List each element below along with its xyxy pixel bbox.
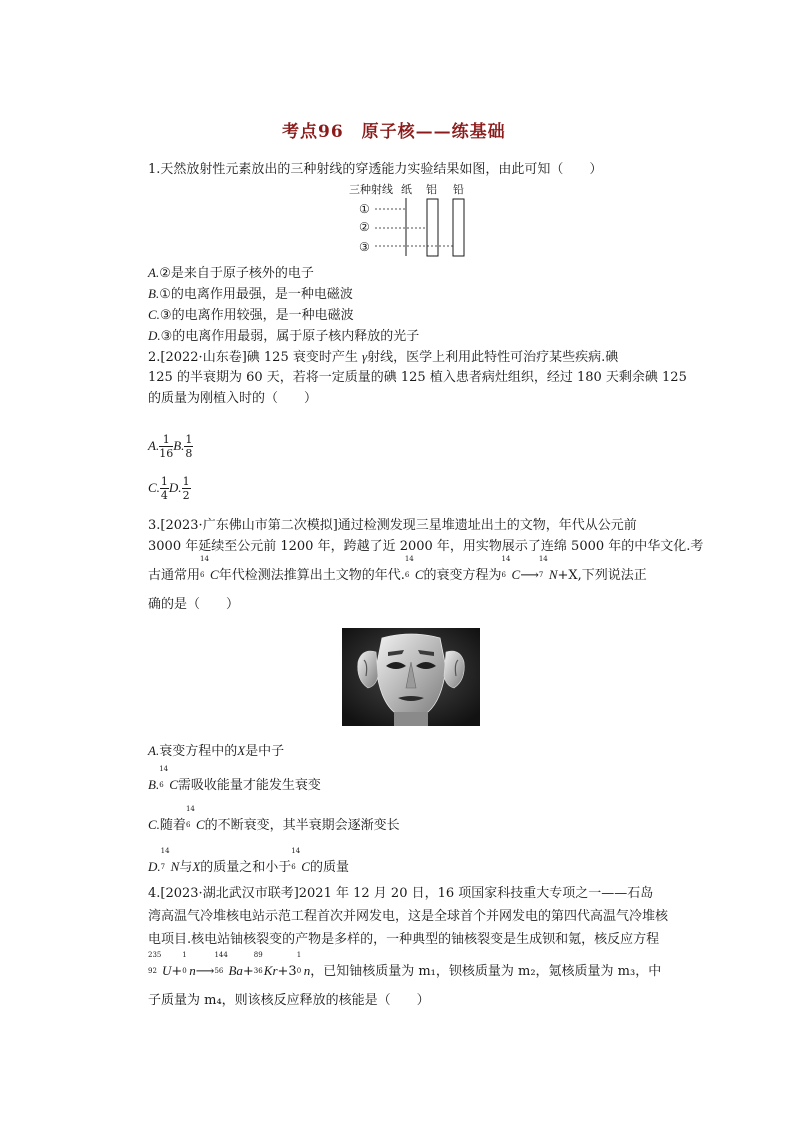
u235-mass: 235 xyxy=(148,951,162,959)
q2-option-c-letter: C. xyxy=(148,480,160,495)
n14-symbol: N xyxy=(170,859,180,874)
q2-option-b-fraction xyxy=(184,434,193,459)
c14-mass: 14 xyxy=(200,555,209,563)
c14-z: 6 xyxy=(185,821,191,829)
q2-option-a-fraction xyxy=(159,434,173,459)
n14-mass: 14 xyxy=(160,847,170,855)
q1-option-c-text: ③的电离作用较强，是一种电磁波 xyxy=(159,308,354,323)
q2-option-c-fraction xyxy=(160,476,169,501)
lead-plate xyxy=(453,199,464,256)
q3-option-a-post: 是中子 xyxy=(245,744,285,759)
c14-z: 6 xyxy=(404,571,410,579)
ba144-mass: 144 xyxy=(214,951,228,959)
gamma-symbol: γ xyxy=(361,349,368,364)
q2-b-numerator: 1 xyxy=(185,433,193,446)
q1-option-a-letter: A. xyxy=(148,265,160,280)
c14-symbol: C xyxy=(169,777,178,792)
c14-z: 6 xyxy=(501,571,506,579)
q2-d-denominator: 2 xyxy=(182,489,190,502)
gold-mask-image xyxy=(342,628,480,726)
q4-line-4-tail: ，已知铀核质量为 m₁，钡核质量为 m₂，氪核质量为 m₃，中 xyxy=(310,964,662,979)
q3-option-a-x: X xyxy=(237,743,246,758)
q4-line-3: 电项目.核电站铀核裂变的产物是多样的，一种典型的铀核裂变是生成钡和氪，核反应方程 xyxy=(148,932,660,947)
q3-option-d-post: 的质量 xyxy=(309,860,349,875)
diagram-drawing xyxy=(345,180,480,260)
kr89-z: 36 xyxy=(253,967,263,975)
ray-3-label: ③ xyxy=(359,240,370,254)
carbon-14-nuclide xyxy=(404,555,424,582)
q3-option-c-pre: 随着 xyxy=(159,818,186,833)
n14-mass: 14 xyxy=(538,555,548,563)
krypton-89-nuclide xyxy=(253,951,278,978)
q1-option-c xyxy=(148,308,354,322)
neutron-nuclide xyxy=(296,951,311,978)
nitrogen-14-nuclide xyxy=(160,847,180,874)
q3-line-4: 确的是（ ） xyxy=(148,597,240,612)
q2-options-cd xyxy=(148,476,191,501)
n14-z: 7 xyxy=(538,571,544,579)
kr-symbol: Kr xyxy=(263,963,278,978)
q3-option-d-letter: D. xyxy=(148,859,161,874)
q3-line-1: 3.[2023·广东佛山市第二次模拟]通过检测发现三星堆遗址出土的文物，年代从公元前 xyxy=(148,518,637,533)
carbon-14-nuclide xyxy=(159,765,178,792)
q1-option-c-letter: C. xyxy=(148,307,160,322)
reaction-arrow: ⟶ xyxy=(520,568,539,583)
q2-a-numerator: 1 xyxy=(159,434,173,447)
neutron-mass: 1 xyxy=(182,951,187,959)
q1-option-a xyxy=(148,266,314,280)
q2-options-ab xyxy=(148,434,193,459)
q3-option-c-post: 的不断衰变，其半衰期会逐渐变长 xyxy=(204,818,400,833)
q2-option-d-fraction xyxy=(182,476,191,501)
q2-d-numerator: 1 xyxy=(182,475,190,488)
c14-mass: 14 xyxy=(185,805,195,813)
q2-line-1b: 射线，医学上利用此特性可治疗某些疾病.碘 xyxy=(367,350,619,365)
neutron-z: 0 xyxy=(182,967,187,975)
plus-sign-2: + xyxy=(242,964,254,979)
q3-option-d-x: X xyxy=(192,859,201,874)
c14-symbol: C xyxy=(301,859,310,874)
c14-mass: 14 xyxy=(159,765,169,773)
c14-z: 6 xyxy=(291,863,296,871)
q1-option-b-text: ①的电离作用最强，是一种电磁波 xyxy=(159,287,353,302)
c14-symbol: C xyxy=(414,567,424,582)
q2-line-3: 的质量为刚植入时的（ ） xyxy=(148,391,318,406)
q3-option-d-mid2: 的质量之和小于 xyxy=(200,860,292,875)
neutron-symbol: n xyxy=(189,963,196,978)
c14-symbol: C xyxy=(511,567,521,582)
ba144-z: 56 xyxy=(214,967,224,975)
q3-line-3-mid1: 年代检测法推算出土文物的年代. xyxy=(218,568,405,583)
diagram-rays-header: 三种射线 xyxy=(349,183,393,196)
q1-option-a-text: ②是来自于原子核外的电子 xyxy=(159,266,314,281)
reaction-arrow: ⟶ xyxy=(195,964,215,979)
c14-symbol: C xyxy=(210,567,219,582)
q2-line-1a: 2.[2022·山东卷]碘 125 衰变时产生 xyxy=(148,350,362,365)
q1-option-b-letter: B. xyxy=(148,286,160,301)
q3-line-3-tail: +X,下列说法正 xyxy=(557,568,647,583)
q1-penetration-diagram xyxy=(345,180,480,260)
q3-option-b-text: 需吸收能量才能发生衰变 xyxy=(177,778,321,793)
q3-option-a xyxy=(148,744,284,758)
q2-b-denominator: 8 xyxy=(185,447,193,460)
plus-three: +3 xyxy=(277,964,297,979)
q2-line-2: 125 的半衰期为 60 天，若将一定质量的碘 125 植入患者病灶组织，经过 180 天剩余碘 125 xyxy=(148,370,687,385)
q2-option-d-letter: D. xyxy=(168,480,182,495)
barium-144-nuclide xyxy=(214,951,243,978)
q3-option-b-letter: B. xyxy=(148,777,160,792)
q2-option-b-letter: B. xyxy=(173,438,185,453)
q3-option-a-pre: 衰变方程中的 xyxy=(159,744,238,759)
q4-line-5: 子质量为 m₄，则该核反应释放的核能是（ ） xyxy=(148,993,430,1008)
u-symbol: U xyxy=(162,963,172,978)
q1-option-d-letter: D. xyxy=(148,328,161,343)
c14-symbol: C xyxy=(195,817,205,832)
q4-line-1: 4.[2023·湖北武汉市联考]2021 年 12 月 20 日，16 项国家科技重大专项之一——石岛 xyxy=(148,886,654,901)
carbon-14-nuclide xyxy=(291,847,310,874)
q3-option-c-letter: C. xyxy=(148,817,160,832)
plus-sign-1: + xyxy=(171,964,183,979)
q4-line-4-equation xyxy=(148,951,662,979)
n14-z: 7 xyxy=(160,863,166,871)
page-title: 考点96 原子核——练基础 xyxy=(282,122,506,142)
q2-line-1 xyxy=(148,350,618,364)
kr89-mass: 89 xyxy=(253,951,263,959)
q3-option-a-letter: A. xyxy=(148,743,160,758)
c14-mass: 14 xyxy=(291,847,301,855)
neutron-nuclide xyxy=(182,951,196,978)
ray-1-label: ① xyxy=(359,202,370,216)
q3-line-3-mid2: 的衰变方程为 xyxy=(423,568,502,583)
neutron-symbol: n xyxy=(303,963,311,978)
q3-line-2: 3000 年延续至公元前 1200 年，跨越了近 2000 年，用实物展示了连绵 5000 年的中华文化.考 xyxy=(148,539,704,554)
neutron-mass: 1 xyxy=(296,951,302,959)
c14-z: 6 xyxy=(159,781,164,789)
q3-option-d xyxy=(148,847,349,875)
uranium-235-nuclide xyxy=(148,951,172,978)
q2-a-denominator: 16 xyxy=(159,447,174,460)
diagram-lead-header: 铅 xyxy=(453,183,464,196)
q3-option-d-mid1: 与 xyxy=(179,860,193,875)
q3-line-3-pre: 古通常用 xyxy=(148,568,201,583)
carbon-14-nuclide xyxy=(200,555,219,582)
aluminum-plate xyxy=(427,199,438,256)
q3-option-b xyxy=(148,765,321,793)
c14-mass: 14 xyxy=(404,555,414,563)
u235-z: 92 xyxy=(148,967,157,975)
carbon-14-nuclide xyxy=(185,805,205,832)
q1-option-d-text: ③的电离作用最弱，属于原子核内释放的光子 xyxy=(160,329,420,344)
diagram-aluminum-header: 铝 xyxy=(426,183,437,196)
nitrogen-14-nuclide xyxy=(538,555,558,582)
q4-line-2: 湾高温气冷堆核电站示范工程首次并网发电，这是全球首个并网发电的第四代高温气冷堆核 xyxy=(148,909,669,924)
carbon-14-nuclide xyxy=(501,555,521,582)
q3-option-c xyxy=(148,805,400,833)
q1-stem: 1.天然放射性元素放出的三种射线的穿透能力实验结果如图，由此可知（ ） xyxy=(148,162,603,177)
neutron-z: 0 xyxy=(296,967,302,975)
c14-z: 6 xyxy=(200,571,205,579)
q2-c-numerator: 1 xyxy=(160,475,168,488)
q2-option-a-letter: A. xyxy=(148,438,160,453)
q2-c-denominator: 4 xyxy=(160,489,168,502)
diagram-paper-header: 纸 xyxy=(401,183,412,196)
q1-option-d xyxy=(148,329,419,343)
sanxingdui-gold-mask-photo xyxy=(342,628,480,726)
ray-2-label: ② xyxy=(359,220,370,234)
q1-option-b xyxy=(148,287,353,301)
ba-symbol: Ba xyxy=(228,963,243,978)
q3-line-3 xyxy=(148,555,647,583)
n14-symbol: N xyxy=(548,567,558,582)
c14-mass: 14 xyxy=(501,555,511,563)
